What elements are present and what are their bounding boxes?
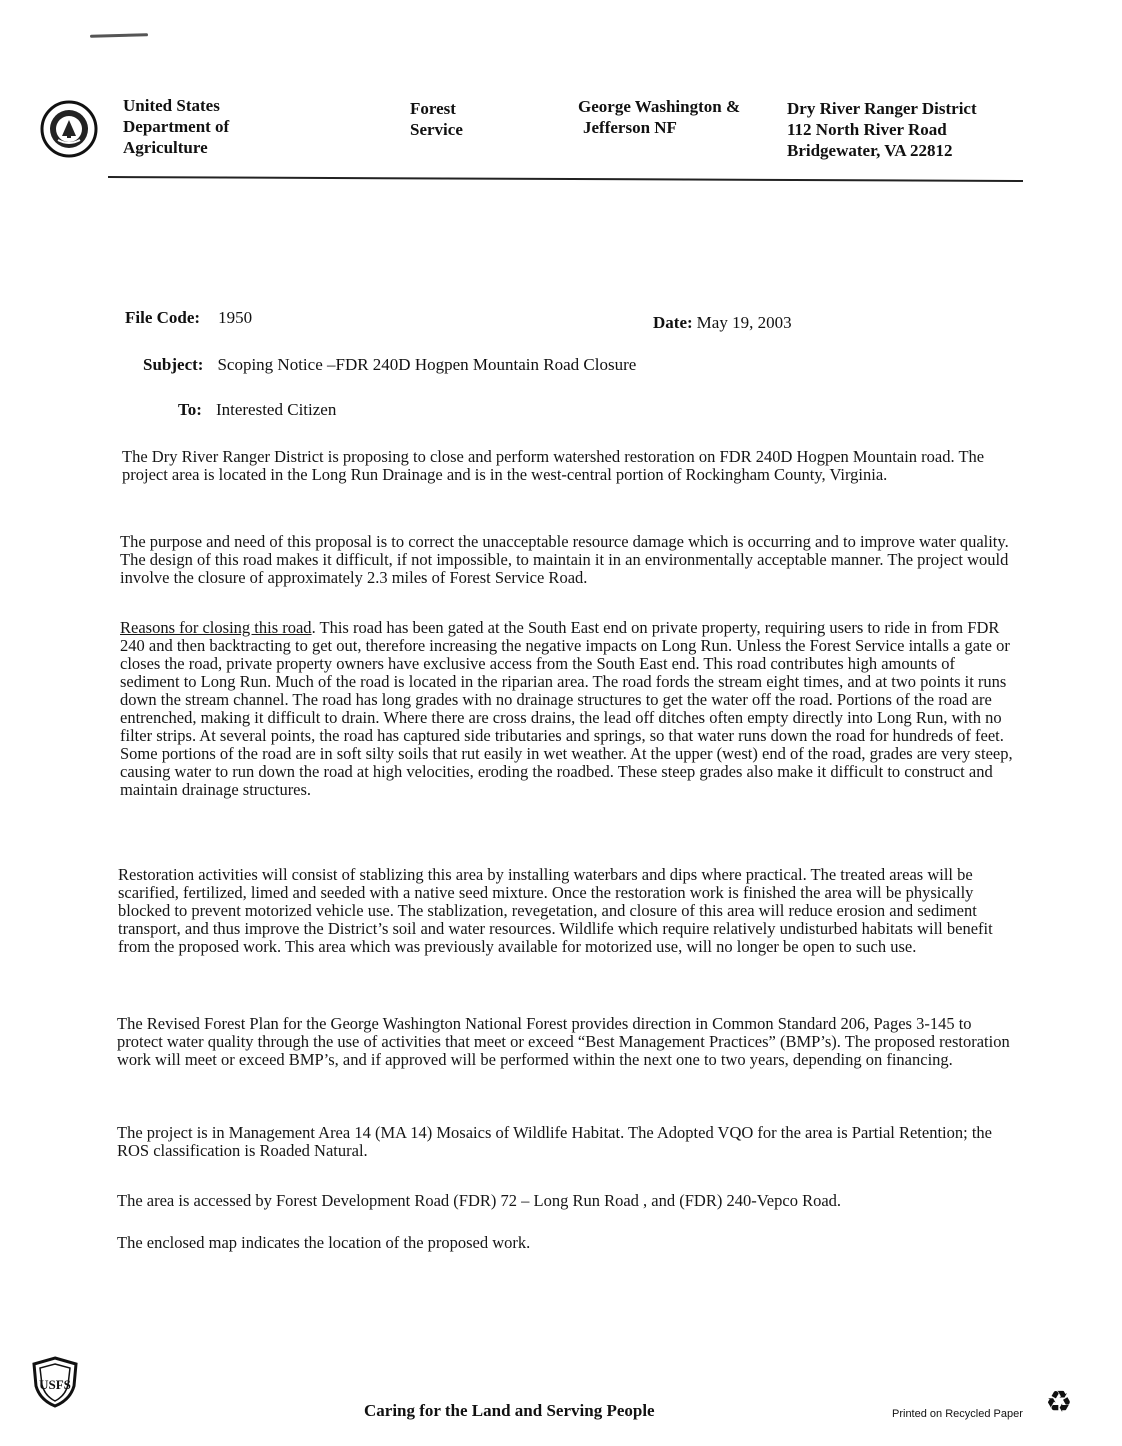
body-paragraph-1: The Dry River Ranger District is proposing to close and perform watershed restoration on FDR 240D Hogpen Mountain road. The project area is located in the Long Run Drainage and is in the west-central portion of Rockingham County, Virginia. xyxy=(122,447,985,484)
to-row xyxy=(178,400,336,420)
subject-label: Subject: xyxy=(143,355,204,374)
header-rule xyxy=(108,176,1023,182)
recycled-paper-note: Printed on Recycled Paper xyxy=(892,1408,1023,1420)
footer-tagline: Caring for the Land and Serving People xyxy=(364,1401,655,1420)
body-paragraph-3 xyxy=(120,619,1018,799)
to-value: Interested Citizen xyxy=(215,400,337,419)
body-paragraph-5: The Revised Forest Plan for the George Washington National Forest provides direction in Common Standard 206, Pages 3-145 to protect water quality through the use of activities that meet or exceed “Best Management Practices” (BMP’s). The proposed restoration work will meet or exceed BMP’s, and if approved will be performed within the next one to two years, depending on financing. xyxy=(117,1014,1010,1069)
forest-block xyxy=(578,96,740,138)
district-line: 112 North River Road xyxy=(787,120,947,139)
body-paragraph-4: Restoration activities will consist of stablizing this area by installing waterbars and dips where practical. The treated areas will be scarified, fertilized, limed and seeded with a native seed mixture. Once the restoration work is finished the area will be physically blocked to prevent motorized vehicle use. The stablization, revegetation, and closure of this area will reduce erosion and sediment transport, and thus improve the District’s soil and water resources. Wildlife which require relatively undisturbed habitats will benefit from the proposed work. This area which was previously available for motorized use, will no longer be open to such use. xyxy=(118,865,993,956)
forest-line: George Washington & xyxy=(578,97,741,116)
body-paragraph-6: The project is in Management Area 14 (MA 14) Mosaics of Wildlife Habitat. The Adopted VQO for the area is Partial Retention; the ROS classification is Roaded Natural. xyxy=(117,1123,992,1160)
district-line: Bridgewater, VA 22812 xyxy=(787,141,953,160)
reasons-text: . This road has been gated at the South East end on private property, requiring users to ride in from FDR 240 and then backtracting to get out, therefore increasing the negative impacts on Long Run. Unless the Forest Service intalls a gate or closes the road, private property owners have exclusive access from the South East end. This road contributes high amounts of sediment to Long Run. Much of the road is located in the riparian area. The road fords the stream eight times, and at two points it runs down the stream channel. The road has long grades with no drainage structures to get the water off the road. Portions of the road are entrenched, making it difficult to drain. Where there are cross drains, the lead off ditches often empty directly into Long Run, with no filter strips. At several points, the road has captured side tributaries and springs, so that water runs down the road for hundreds of feet. Some portions of the road are in soft silty soils that rut easily in wet weather. At the upper (west) end of the road, grades are very steep, causing water to run down the road at high velocities, eroding the roadbed. These steep grades also make it difficult to construct and maintain drainage structures. xyxy=(120,618,1013,799)
forest-service-shield-icon xyxy=(30,1356,80,1408)
agency-line: United States xyxy=(123,96,220,115)
service-line: Forest xyxy=(410,99,456,118)
recycle-icon: ♻ xyxy=(1045,1385,1073,1420)
forest-line: Jefferson NF xyxy=(583,118,677,137)
to-label: To: xyxy=(178,400,202,419)
date-value: May 19, 2003 xyxy=(696,313,792,332)
subject-row xyxy=(143,355,636,375)
subject-value: Scoping Notice –FDR 240D Hogpen Mountain Road Closure xyxy=(217,355,637,374)
badge-text: USFS xyxy=(39,1377,71,1392)
agency-line: Department of xyxy=(123,117,230,136)
scan-mark xyxy=(90,33,148,38)
date-label: Date: xyxy=(653,313,693,332)
district-block xyxy=(787,98,977,161)
service-block xyxy=(410,98,463,140)
agency-block xyxy=(123,95,229,158)
body-paragraph-7: The area is accessed by Forest Development Road (FDR) 72 – Long Run Road , and (FDR) 240-Vepco Road. xyxy=(117,1191,842,1210)
reasons-heading: Reasons for closing this road xyxy=(120,618,312,637)
file-code-label: File Code: xyxy=(125,308,201,327)
agency-line: Agriculture xyxy=(123,138,208,157)
service-line: Service xyxy=(410,120,463,139)
file-code-value: 1950 xyxy=(218,308,253,327)
date-row xyxy=(653,313,792,333)
body-paragraph-2: The purpose and need of this proposal is to correct the unacceptable resource damage which is occurring and to improve water quality. The design of this road makes it difficult, if not impossible, to maintain it in an environmentally acceptable manner. The project would involve the closure of approximately 2.3 miles of Forest Service Road. xyxy=(120,532,1009,587)
district-line: Dry River Ranger District xyxy=(787,99,977,118)
body-paragraph-8: The enclosed map indicates the location of the proposed work. xyxy=(117,1233,531,1252)
file-code-row xyxy=(125,308,252,328)
usda-seal-icon xyxy=(40,100,98,158)
